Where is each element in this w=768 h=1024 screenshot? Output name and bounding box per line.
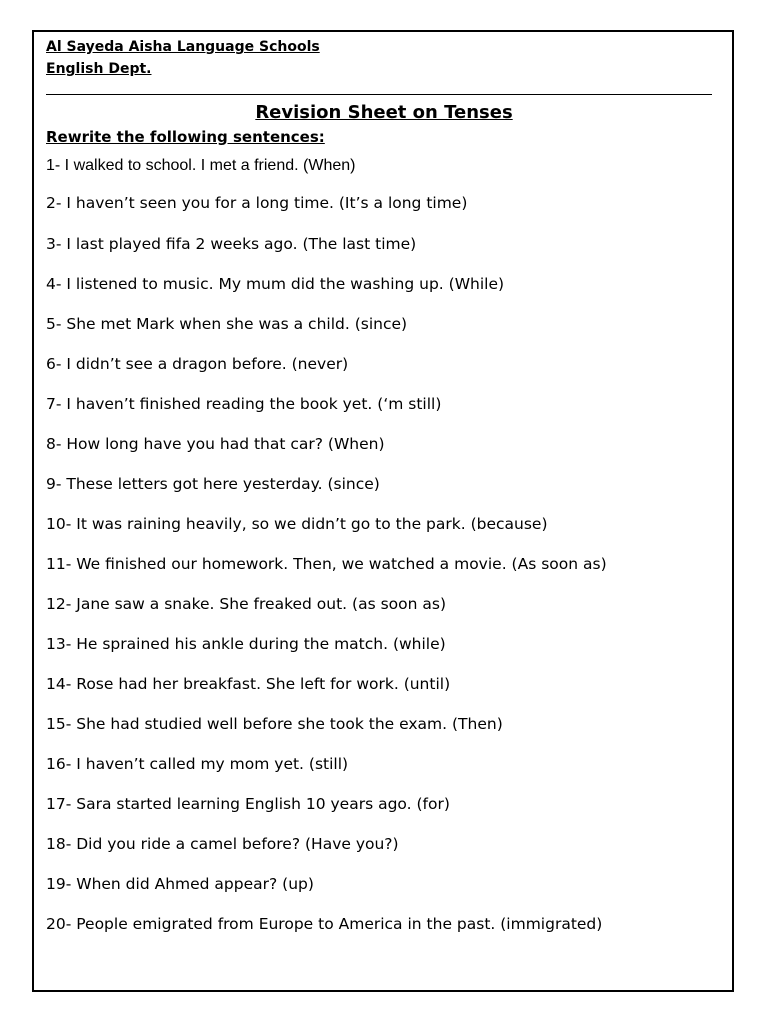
- sentence-item: 8- How long have you had that car? (When): [46, 435, 385, 453]
- sentence-item: 5- She met Mark when she was a child. (since): [46, 315, 408, 333]
- sentence-item: 20- People emigrated from Europe to America in the past. (immigrated): [46, 915, 603, 933]
- sentence-item: 2- I haven’t seen you for a long time. (It’s a long time): [46, 194, 468, 212]
- department-name: English Dept.: [46, 61, 152, 77]
- sentence-item: 6- I didn’t see a dragon before. (never): [46, 355, 349, 373]
- sentence-item: 9- These letters got here yesterday. (since): [46, 475, 380, 493]
- sentence-item: 4- I listened to music. My mum did the washing up. (While): [46, 275, 505, 293]
- sheet-title: Revision Sheet on Tenses: [255, 102, 513, 123]
- sentence-item: 13- He sprained his ankle during the match. (while): [46, 635, 446, 653]
- sentence-item: 17- Sara started learning English 10 years ago. (for): [46, 795, 450, 813]
- sentence-item: 1- I walked to school. I met a friend. (When): [46, 157, 356, 174]
- sentence-item: 14- Rose had her breakfast. She left for work. (until): [46, 675, 451, 693]
- sentence-item: 18- Did you ride a camel before? (Have you?): [46, 835, 399, 853]
- sentence-item: 10- It was raining heavily, so we didn’t go to the park. (because): [46, 515, 548, 533]
- sentence-item: 16- I haven’t called my mom yet. (still): [46, 755, 349, 773]
- sentence-item: 3- I last played fifa 2 weeks ago. (The last time): [46, 235, 417, 253]
- header-divider: [46, 94, 712, 95]
- sentence-item: 19- When did Ahmed appear? (up): [46, 875, 314, 893]
- sentence-item: 12- Jane saw a snake. She freaked out. (as soon as): [46, 595, 446, 613]
- sentence-item: 15- She had studied well before she took the exam. (Then): [46, 715, 503, 733]
- instruction-text: Rewrite the following sentences:: [46, 128, 325, 146]
- school-name: Al Sayeda Aisha Language Schools: [46, 39, 320, 55]
- sentence-item: 7- I haven’t finished reading the book yet. (‘m still): [46, 395, 442, 413]
- sentence-item: 11- We finished our homework. Then, we watched a movie. (As soon as): [46, 555, 607, 573]
